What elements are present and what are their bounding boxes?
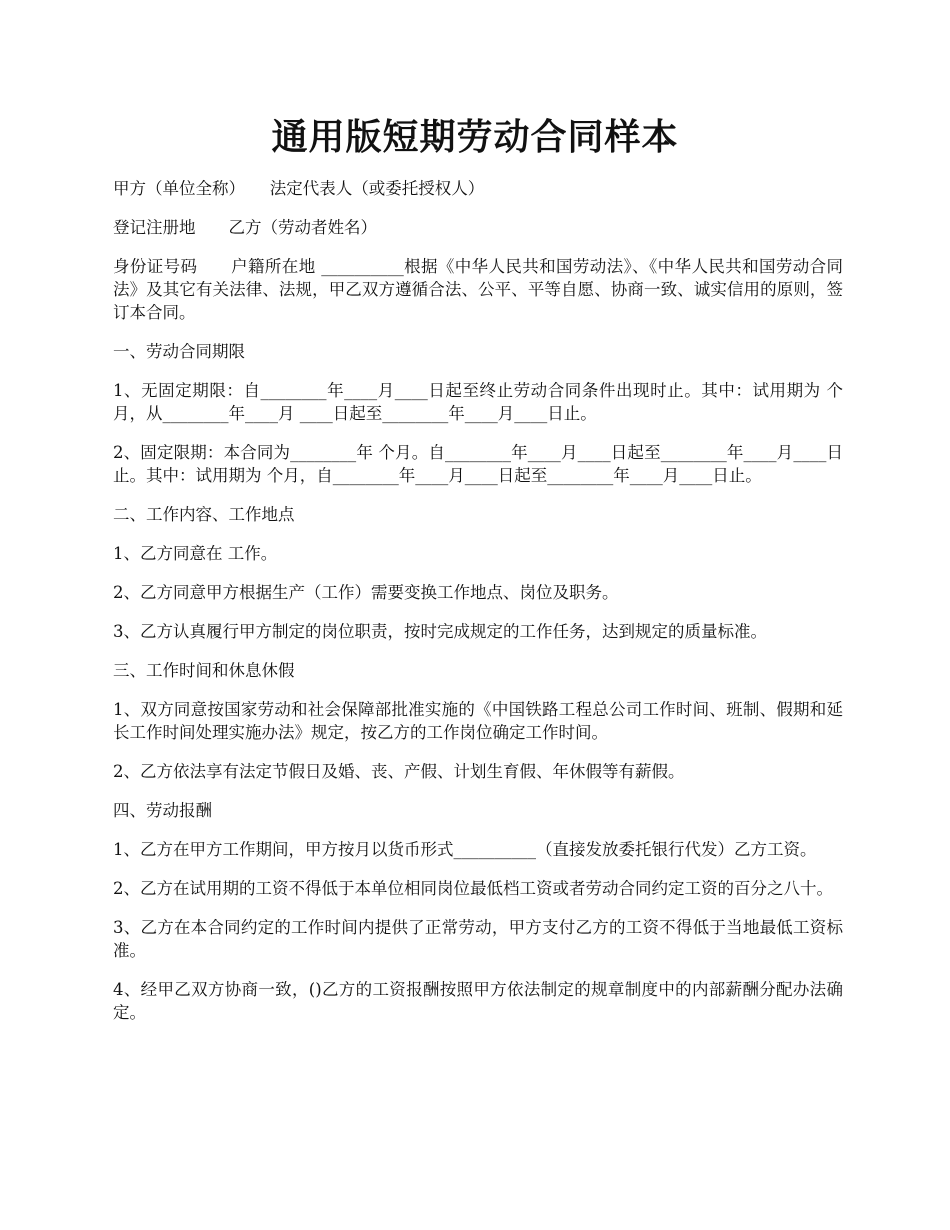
section-heading-work: 二、工作内容、工作地点 bbox=[113, 505, 295, 524]
preamble-paragraph: 身份证号码 户籍所在地 __________根据《中华人民共和国劳动法》、《中华人民共和国劳动合同法》及其它有关法律、法规，甲乙双方遵循合法、公平、平等自愿、协商一致、诚实信用的原则，签订本合同。 bbox=[113, 257, 843, 322]
section-heading-pay: 四、劳动报酬 bbox=[113, 801, 212, 820]
clause-pay-method: 1、乙方在甲方工作期间，甲方按月以货币形式__________（直接发放委托银行代发）乙方工资。 bbox=[113, 840, 817, 859]
clause-fixed-term: 2、固定限期：本合同为________年 个月。自________年____月____日起至________年____月____日止。其中：试用期为 个月，自________年____月____日起至________年____月____日止。 bbox=[113, 443, 843, 485]
document-title: 通用版短期劳动合同样本 bbox=[271, 116, 679, 158]
clause-work-duty: 3、乙方认真履行甲方制定的岗位职责，按时完成规定的工作任务，达到规定的质量标准。 bbox=[113, 622, 767, 641]
clause-holidays: 2、乙方依法享有法定节假日及婚、丧、产假、计划生育假、年休假等有薪假。 bbox=[113, 762, 685, 781]
clause-hours: 1、双方同意按国家劳动和社会保障部批准实施的《中国铁路工程总公司工作时间、班制、假期和延长工作时间处理实施办法》规定，按乙方的工作岗位确定工作时间。 bbox=[113, 700, 843, 742]
section-heading-term: 一、劳动合同期限 bbox=[113, 342, 245, 361]
party-a-line: 甲方（单位全称） 法定代表人（或委托授权人） bbox=[113, 179, 485, 198]
clause-pay-minimum: 3、乙方在本合同约定的工作时间内提供了正常劳动，甲方支付乙方的工资不得低于当地最低工资标准。 bbox=[113, 918, 843, 960]
clause-work-agree: 1、乙方同意在 工作。 bbox=[113, 544, 278, 563]
clause-pay-probation: 2、乙方在试用期的工资不得低于本单位相同岗位最低档工资或者劳动合同约定工资的百分之八十。 bbox=[113, 879, 833, 898]
section-heading-hours: 三、工作时间和休息休假 bbox=[113, 661, 295, 680]
registration-line: 登记注册地 乙方（劳动者姓名） bbox=[113, 218, 377, 237]
clause-pay-internal: 4、经甲乙双方协商一致，()乙方的工资报酬按照甲方依法制定的规章制度中的内部薪酬分配办法确定。 bbox=[113, 980, 843, 1022]
clause-indefinite-term: 1、无固定期限：自________年____月____日起至终止劳动合同条件出现时止。其中：试用期为 个月，从________年____月 ____日起至________年____月____日止。 bbox=[113, 381, 843, 423]
document-body bbox=[113, 177, 843, 1040]
clause-work-change: 2、乙方同意甲方根据生产（工作）需要变换工作地点、岗位及职务。 bbox=[113, 583, 619, 602]
